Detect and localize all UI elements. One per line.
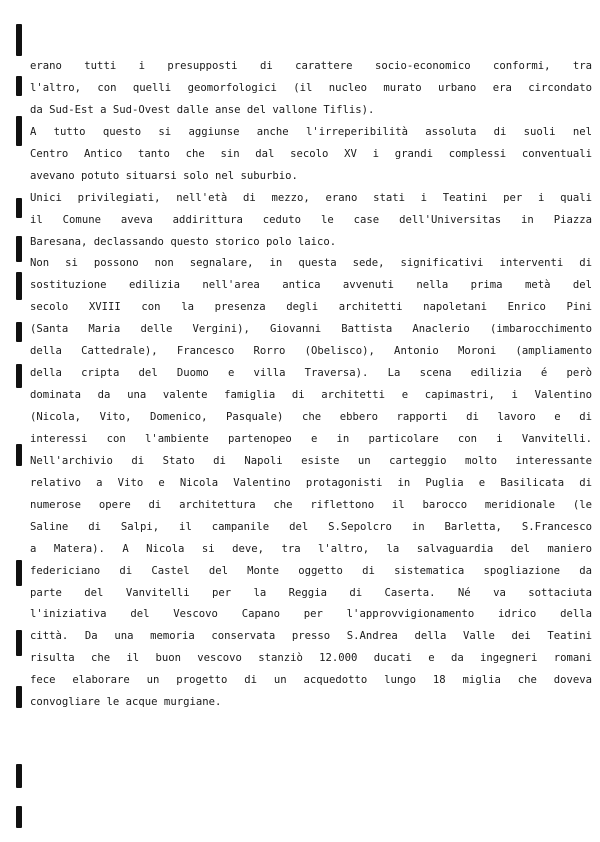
text-line: avevano potuto situarsi solo nel suburbio.: [30, 169, 298, 182]
text-line: parte del Vanvitelli per la Reggia di Caserta. Né va sottaciuta: [30, 586, 592, 599]
margin-mark: [16, 76, 22, 96]
margin-mark: [16, 116, 22, 146]
text-line: il Comune aveva addirittura ceduto le case dell'Universitas in Piazza: [30, 213, 592, 226]
text-line: Non si possono non segnalare, in questa sede, significativi interventi di: [30, 257, 592, 270]
text-line: fece elaborare un progetto di un acquedotto lungo 18 miglia che doveva: [30, 674, 592, 687]
text-line: interessi con l'ambiente partenopeo e in particolare con i Vanvitelli.: [30, 432, 592, 445]
text-line: relativo a Vito e Nicola Valentino protagonisti in Puglia e Basilicata di: [30, 476, 592, 489]
text-line: della cripta del Duomo e villa Traversa). La scena edilizia é però: [30, 367, 592, 380]
margin-binding-marks: [0, 0, 30, 842]
text-line: A tutto questo si aggiunse anche l'irreperibilità assoluta di suoli nel: [30, 125, 592, 138]
text-line: convogliare le acque murgiane.: [30, 696, 222, 709]
text-line: dominata da una valente famiglia di architetti e capimastri, i Valentino: [30, 389, 592, 402]
text-line: a Matera). A Nicola si deve, tra l'altro, la salvaguardia del maniero: [30, 542, 592, 555]
text-line: federiciano di Castel del Monte oggetto di sistematica spogliazione da: [30, 564, 592, 577]
text-line: da Sud-Est a Sud-Ovest dalle anse del vallone Tiflis).: [30, 103, 375, 116]
margin-mark: [16, 444, 22, 466]
text-line: sostituzione edilizia nell'area antica avvenuti nella prima metà del: [30, 279, 592, 292]
body-text: [30, 56, 592, 714]
text-line: (Santa Maria delle Vergini), Giovanni Battista Anaclerio (imbarocchimento: [30, 323, 592, 336]
text-line: l'altro, con quelli geomorfologici (il nucleo murato urbano era circondato: [30, 81, 592, 94]
margin-mark: [16, 198, 22, 218]
text-line: l'iniziativa del Vescovo Capano per l'approvvigionamento idrico della: [30, 608, 592, 621]
margin-mark: [16, 24, 22, 56]
margin-mark: [16, 764, 22, 788]
text-line: Unici privilegiati, nell'età di mezzo, erano stati i Teatini per i quali: [30, 191, 592, 204]
text-line: della Cattedrale), Francesco Rorro (Obelisco), Antonio Moroni (ampliamento: [30, 345, 592, 358]
margin-mark: [16, 236, 22, 262]
margin-mark: [16, 560, 22, 586]
text-line: secolo XVIII con la presenza degli architetti napoletani Enrico Pini: [30, 301, 592, 314]
margin-mark: [16, 272, 22, 300]
margin-mark: [16, 364, 22, 388]
margin-mark: [16, 686, 22, 708]
text-line: (Nicola, Vito, Domenico, Pasquale) che ebbero rapporti di lavoro e di: [30, 411, 592, 423]
text-line: Saline di Salpi, il campanile del S.Sepolcro in Barletta, S.Francesco: [30, 520, 592, 533]
text-line: risulta che il buon vescovo stanziò 12.000 ducati e da ingegneri romani: [30, 652, 592, 665]
text-line: Nell'archivio di Stato di Napoli esiste un carteggio molto interessante: [30, 454, 592, 467]
text-line: città. Da una memoria conservata presso S.Andrea della Valle dei Teatini: [30, 630, 592, 643]
text-line: numerose opere di architettura che riflettono il barocco meridionale (le: [30, 498, 592, 511]
text-line: erano tutti i presupposti di carattere socio-economico conformi, tra: [30, 60, 592, 72]
margin-mark: [16, 322, 22, 342]
text-line: Baresana, declassando questo storico polo laico.: [30, 235, 337, 248]
margin-mark: [16, 806, 22, 828]
margin-mark: [16, 630, 22, 656]
text-line: Centro Antico tanto che sin dal secolo XV i grandi complessi conventuali: [30, 147, 592, 160]
